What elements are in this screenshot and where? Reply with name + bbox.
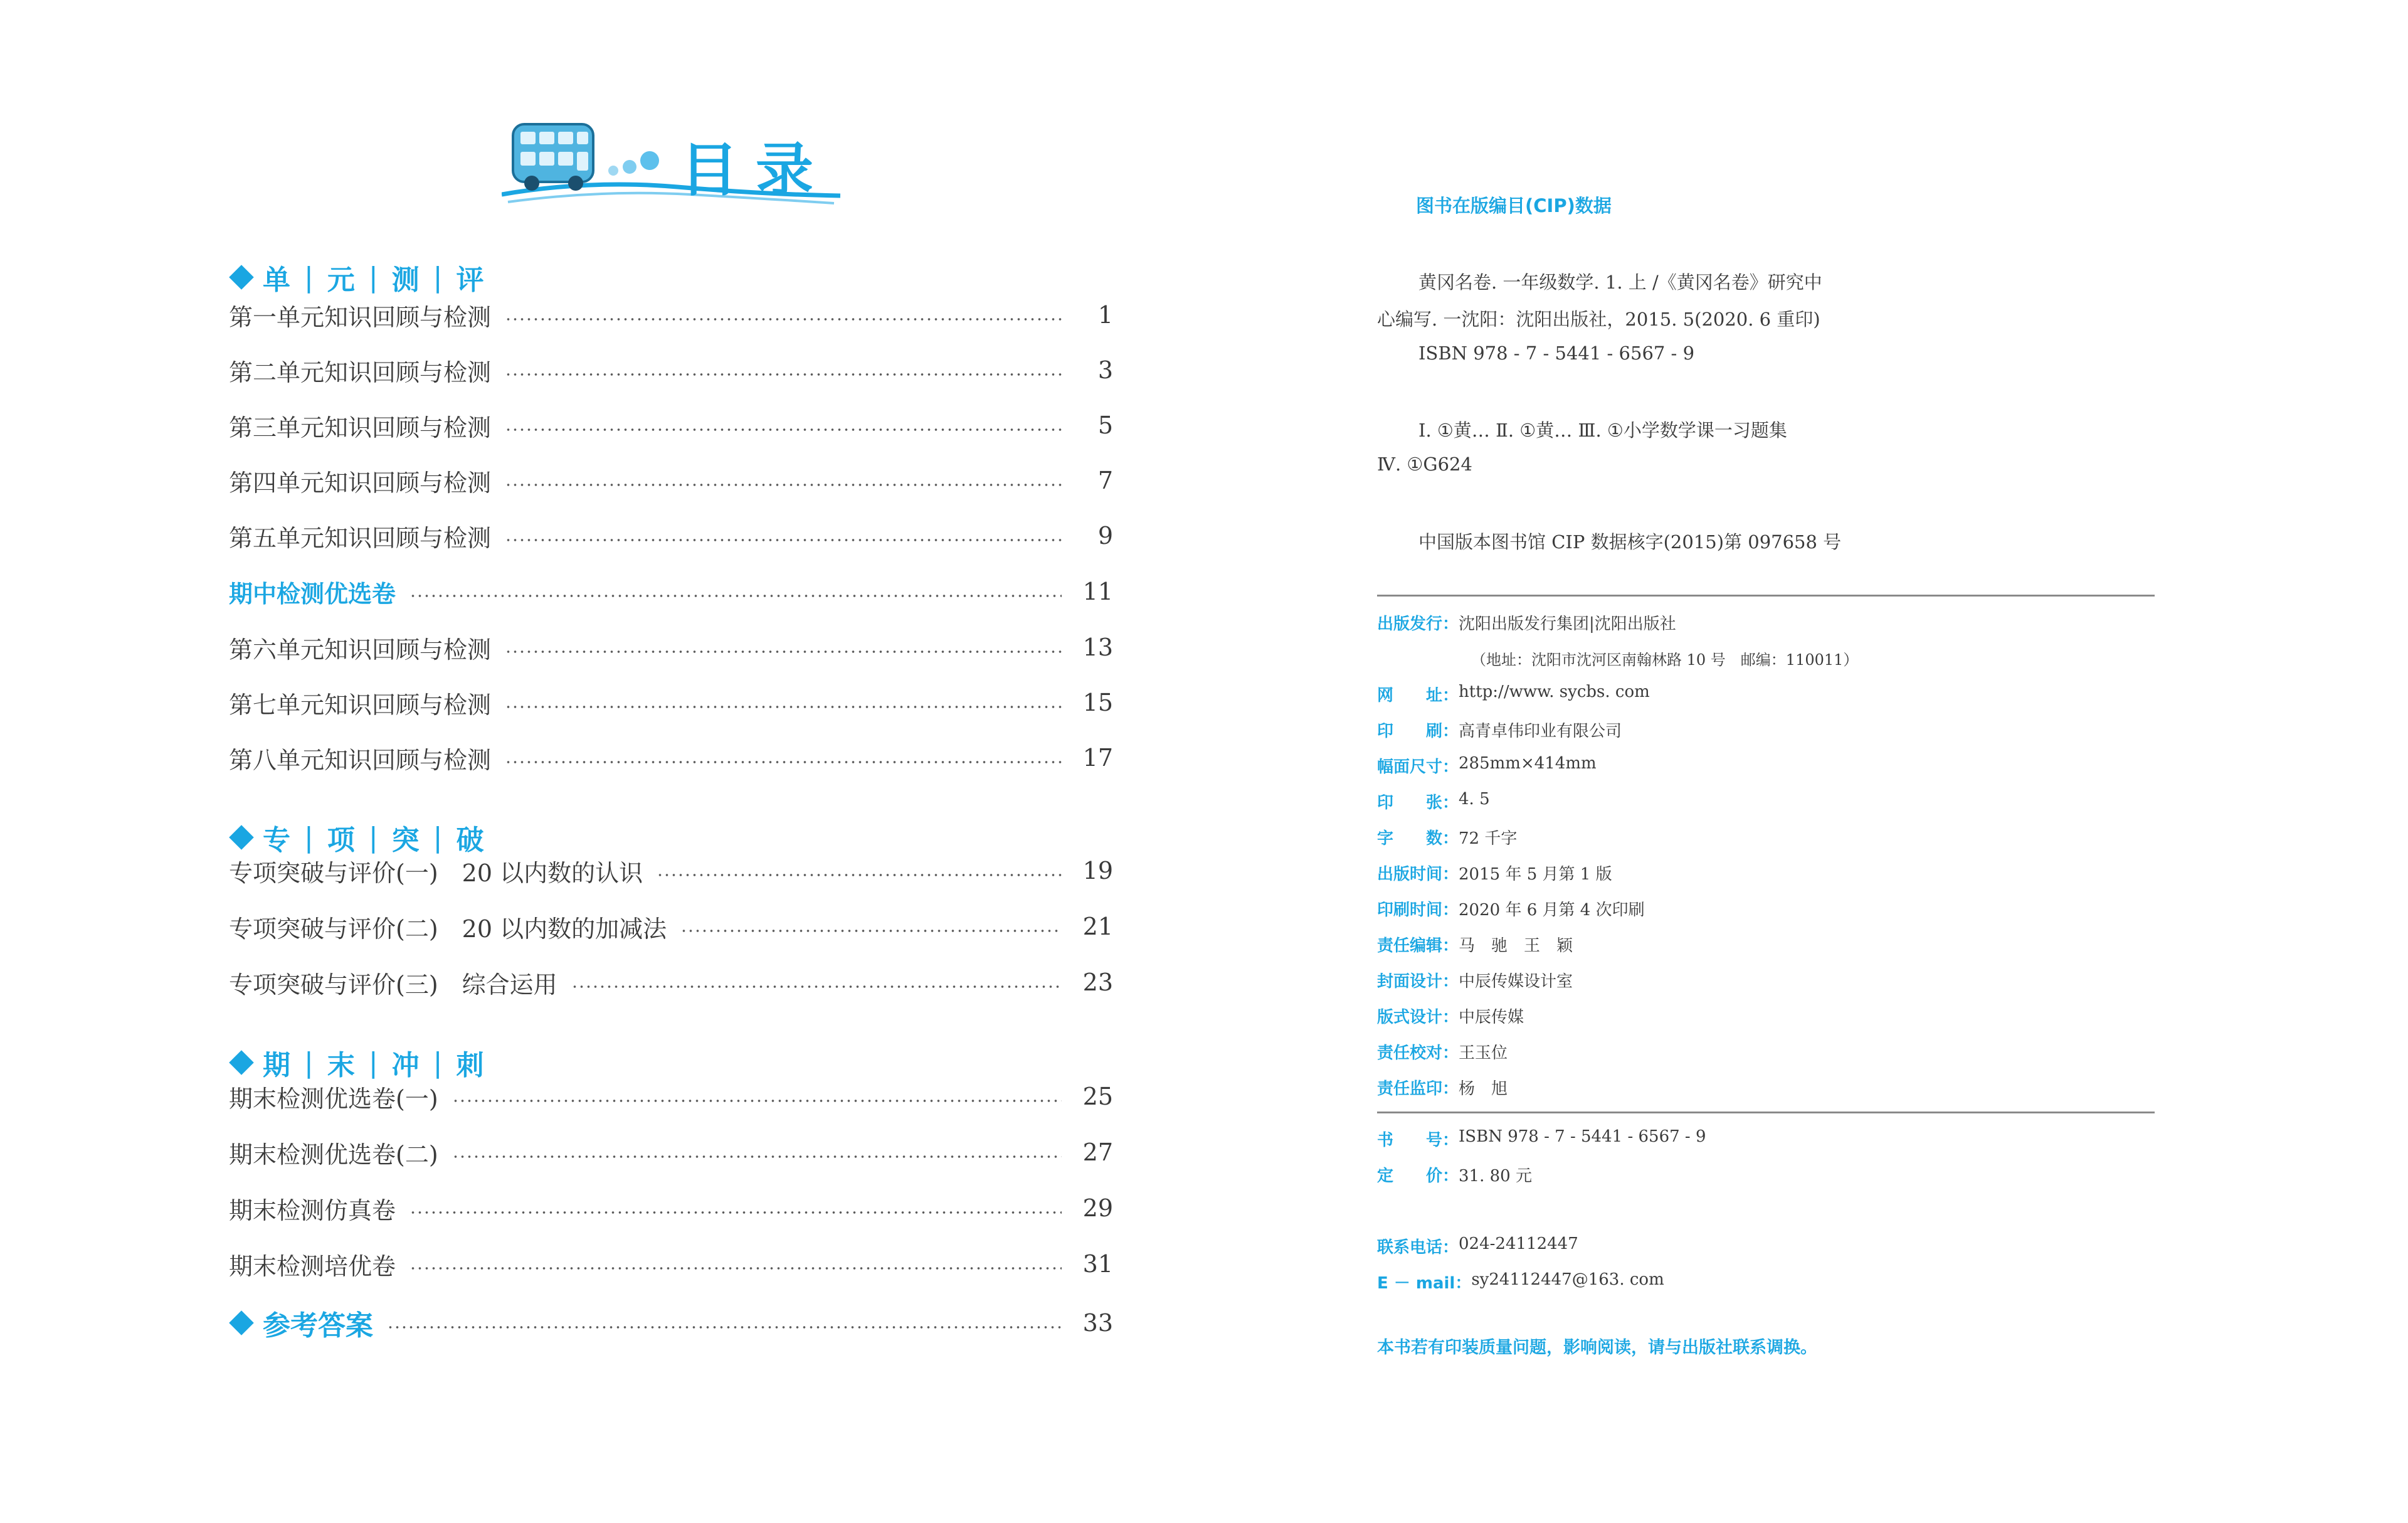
cip-line: 黄冈名卷. 一年级数学. 1. 上 /《黄冈名卷》研究中 — [1418, 272, 1822, 293]
info-row: 网 址： http://www. sycbs. com — [1377, 682, 1650, 705]
toc-entry[interactable]: 第五单元知识回顾与检测 9 — [229, 522, 1113, 552]
section-heading-final-sprint: 期 | 末 | 冲 | 刺 — [229, 1043, 483, 1083]
divider — [1377, 595, 2155, 597]
isbn-row: 书 号： ISBN 978 - 7 - 5441 - 6567 - 9 — [1377, 1127, 1706, 1150]
cip-line: 中国版本图书馆 CIP 数据核字(2015)第 097658 号 — [1418, 531, 1842, 553]
section-heading-unit-tests: 单 | 元 | 测 | 评 — [229, 257, 483, 297]
toc-entry-answers[interactable]: 参考答案 33 — [229, 1304, 1113, 1342]
toc-entry[interactable]: 第六单元知识回顾与检测 13 — [229, 634, 1113, 664]
cip-line: 心编写. 一沈阳：沈阳出版社，2015. 5(2020. 6 重印) — [1377, 309, 1820, 330]
toc-entry[interactable]: 期末检测仿真卷 29 — [229, 1194, 1113, 1224]
divider — [1377, 1112, 2155, 1113]
toc-entry[interactable]: 第二单元知识回顾与检测 3 — [229, 356, 1113, 386]
cip-line: ISBN 978 - 7 - 5441 - 6567 - 9 — [1418, 342, 1695, 364]
info-row: 印 张： 4. 5 — [1377, 790, 1490, 812]
toc-entry[interactable]: 期末检测培优卷 31 — [229, 1250, 1113, 1280]
toc-entry[interactable]: 第三单元知识回顾与检测 5 — [229, 411, 1113, 442]
diamond-bullet-icon — [229, 1050, 254, 1075]
cip-line: Ⅰ. ①黄… Ⅱ. ①黄… Ⅲ. ①小学数学课一习题集 — [1418, 420, 1787, 441]
info-row: 幅面尺寸： 285mm×414mm — [1377, 754, 1597, 777]
bubble-icon — [608, 166, 618, 176]
toc-entry[interactable]: 期末检测优选卷(二) 27 — [229, 1138, 1113, 1169]
publisher-row: 出版发行： 沈阳出版发行集团|沈阳出版社 — [1377, 615, 1676, 634]
info-row: 责任监印： 杨 旭 — [1377, 1080, 1508, 1098]
toc-entry-midterm[interactable]: 期中检测优选卷 11 — [229, 578, 1113, 608]
toc-entry[interactable]: 第七单元知识回顾与检测 15 — [229, 689, 1113, 719]
phone-row: 联系电话： 024-24112447 — [1377, 1234, 1578, 1257]
info-row: 责任编辑： 马 驰 王 颖 — [1377, 937, 1573, 955]
info-row: 字 数： 72 千字 — [1377, 829, 1518, 848]
toc-entry[interactable]: 专项突破与评价(二) 20 以内数的加减法 21 — [229, 913, 1113, 943]
address-row: （地址：沈阳市沈河区南翰林路 10 号 邮编：110011） — [1471, 651, 1859, 669]
toc-entry[interactable]: 第四单元知识回顾与检测 7 — [229, 467, 1113, 497]
toc-entry[interactable]: 专项突破与评价(三) 综合运用 23 — [229, 968, 1113, 999]
diamond-bullet-icon — [229, 265, 254, 290]
toc-title: 目录 — [680, 137, 832, 204]
toc-entry[interactable]: 期末检测优选卷(一) 25 — [229, 1083, 1113, 1113]
price-row: 定 价： 31. 80 元 — [1377, 1167, 1532, 1186]
info-row: 印 刷： 高青卓伟印业有限公司 — [1377, 722, 1622, 741]
info-row: 责任校对： 王玉位 — [1377, 1044, 1508, 1063]
toc-header — [502, 119, 853, 213]
cip-title: 图书在版编目(CIP)数据 — [1416, 195, 1612, 216]
toc-entry[interactable]: 第八单元知识回顾与检测 17 — [229, 744, 1113, 774]
section-heading-special-topics: 专 | 项 | 突 | 破 — [229, 817, 483, 857]
info-row: 版式设计： 中辰传媒 — [1377, 1008, 1524, 1027]
info-row: 封面设计： 中辰传媒设计室 — [1377, 972, 1573, 991]
quality-notice: 本书若有印装质量问题，影响阅读，请与出版社联系调换。 — [1377, 1338, 1817, 1357]
email-row: E － mail： sy24112447@163. com — [1377, 1270, 1664, 1293]
diamond-bullet-icon — [229, 825, 254, 850]
diamond-bullet-icon — [229, 1310, 254, 1335]
toc-entry[interactable]: 专项突破与评价(一) 20 以内数的认识 19 — [229, 857, 1113, 887]
toc-entry[interactable]: 第一单元知识回顾与检测 1 — [229, 301, 1113, 331]
cip-line: Ⅳ. ①G624 — [1377, 454, 1472, 475]
info-row: 印刷时间： 2020 年 6 月第 4 次印刷 — [1377, 901, 1645, 920]
info-row: 出版时间： 2015 年 5 月第 1 版 — [1377, 865, 1612, 884]
